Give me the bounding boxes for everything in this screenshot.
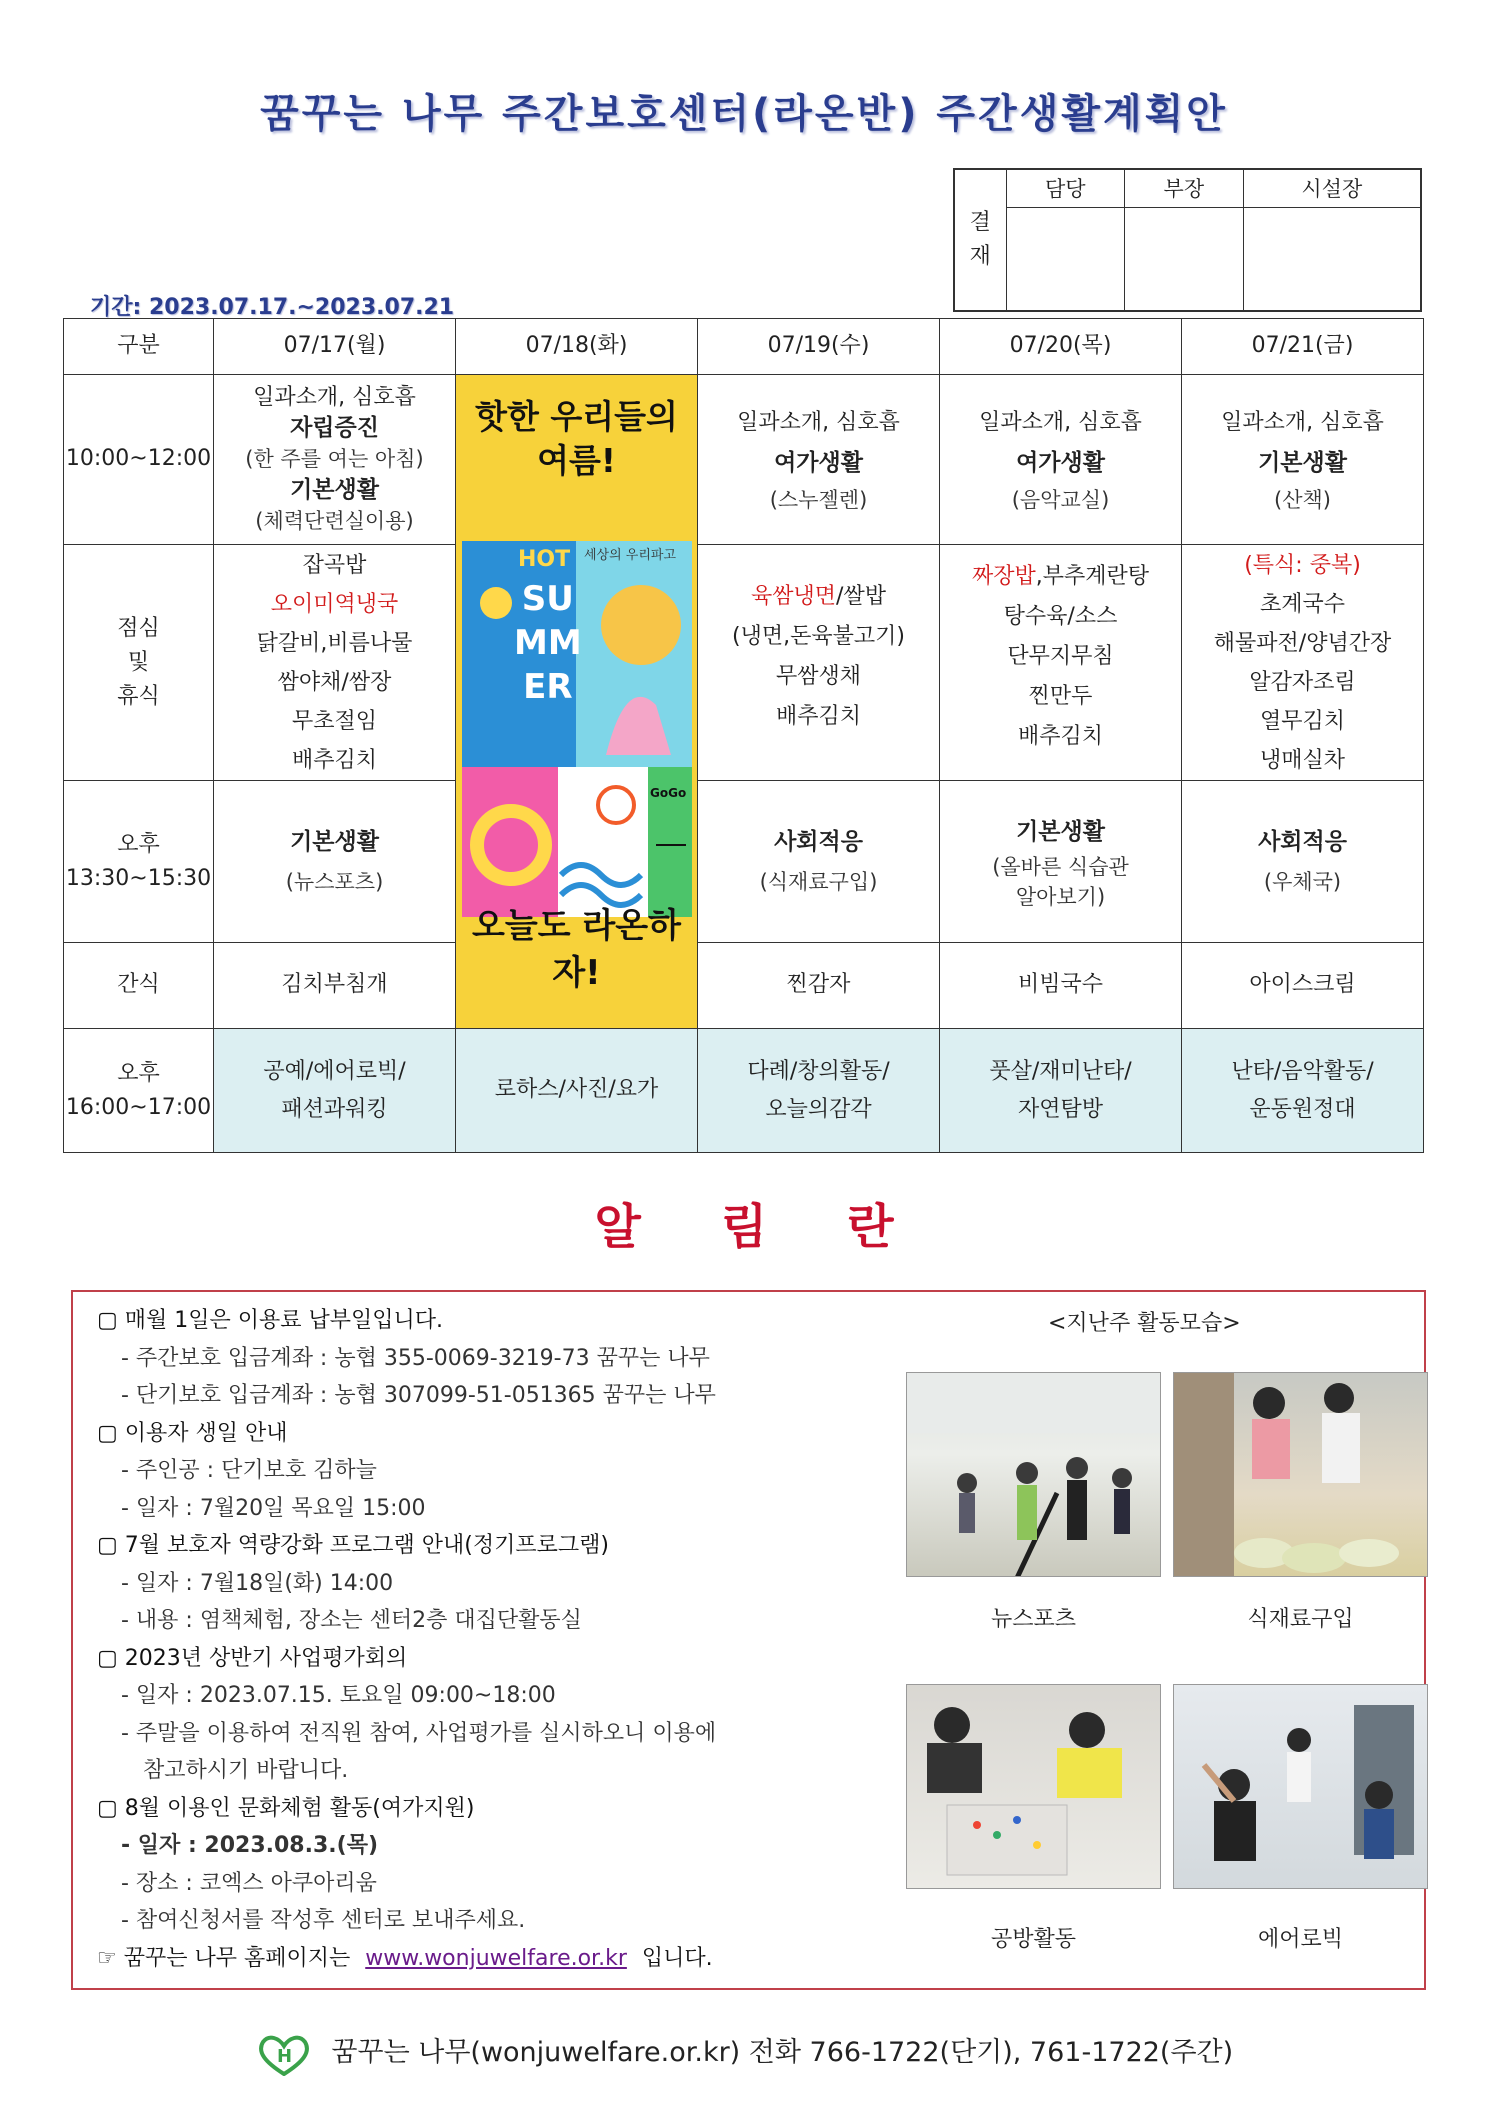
evening-thu — [940, 1029, 1182, 1153]
notice-line: - 일자 : 7월20일 목요일 15:00 — [121, 1495, 426, 1521]
notice-line: ▢ 7월 보호자 역량강화 프로그램 안내(정기프로그램) — [97, 1533, 609, 1558]
evening-mon — [214, 1029, 456, 1153]
photo-craft — [906, 1684, 1161, 1889]
notice-line: ▢ 이용자 생일 안내 — [97, 1420, 288, 1446]
evening-wed-line: 다례/창의활동/ — [747, 1058, 890, 1084]
lunch-mon-item: 오이미역냉국 — [270, 591, 399, 617]
lunch-thu-item: 배추김치 — [1017, 724, 1103, 749]
morning-mon-line: 기본생활 — [290, 477, 379, 503]
lunch-mon-item: 닭갈비,비름나물 — [256, 630, 413, 656]
photo-caption: 뉴스포츠 — [990, 1607, 1076, 1632]
notice-line: ▢ 매월 1일은 이용료 납부일입니다. — [97, 1308, 444, 1333]
schedule-table — [63, 318, 1424, 1153]
snack-row — [64, 943, 1424, 1029]
morning-wed-line: 일과소개, 심호흡 — [737, 409, 900, 435]
period-label: 기간: 2023.07.17.~2023.07.21 — [90, 295, 455, 320]
morning-thu — [940, 375, 1182, 545]
lunch-wed-item: (냉면,돈육불고기) — [732, 624, 905, 649]
afternoon-mon — [214, 781, 456, 943]
afternoon-wed — [698, 781, 940, 943]
notice-line: ▢ 8월 이용인 문화체험 활동(여가지원) — [97, 1795, 475, 1821]
homepage-pre: ☞ 꿈꾸는 나무 홈페이지는 — [97, 1945, 351, 1971]
morning-mon-line: 자립증진 — [290, 415, 379, 441]
notice-title-char: 알 — [594, 1199, 721, 1255]
photos-title: <지난주 활동모습> — [1048, 1311, 1241, 1336]
approval-sign-manager[interactable] — [1006, 207, 1125, 311]
morning-fri — [1182, 375, 1424, 545]
photo-craft-image — [907, 1685, 1161, 1889]
label-evening-line: 오후 — [117, 1060, 160, 1086]
lunch-thu-item: 찐만두 — [1028, 684, 1093, 709]
notice-line: - 내용 : 염책체험, 장소는 센터2층 대집단활동실 — [121, 1608, 582, 1633]
morning-thu-line: 일과소개, 심호흡 — [979, 409, 1142, 435]
approval-table — [953, 168, 1422, 312]
notice-line: - 단기보호 입금계좌 : 농협 307099-51-051365 꿈꾸는 나무 — [121, 1383, 716, 1408]
notice-title — [0, 1188, 1488, 1257]
morning-fri-line: (산책) — [1274, 487, 1331, 512]
afternoon-wed-line: 사회적응 — [774, 828, 863, 855]
lunch-wed-main — [698, 577, 939, 617]
notice-line: 참고하시기 바랍니다. — [143, 1758, 349, 1783]
poster-summer — [514, 577, 582, 709]
photo-caption: 에어로빅 — [1257, 1927, 1343, 1952]
notice-line: - 주말을 이용하여 전직원 참여, 사업평가를 실시하오니 이용에 — [121, 1720, 717, 1746]
lunch-fri-item: 해물파전/양념간장 — [1213, 630, 1392, 656]
footer — [0, 2030, 1488, 2076]
lunch-fri-item: 열무김치 — [1259, 708, 1345, 734]
lunch-wed-rice: /쌀밥 — [836, 584, 886, 609]
afternoon-thu-line: (올바른 식습관 — [992, 854, 1129, 879]
afternoon-thu-line: 알아보기) — [1015, 884, 1106, 909]
lunch-fri-item: 알감자조림 — [1249, 669, 1356, 695]
evening-wed — [698, 1029, 940, 1153]
lunch-fri-item: 초계국수 — [1259, 591, 1345, 617]
morning-wed — [698, 375, 940, 545]
label-afternoon-line: 13:30~15:30 — [65, 865, 212, 891]
evening-thu-line: 풋살/재미난타/ — [989, 1058, 1132, 1084]
header-mon: 07/17(월) — [214, 319, 456, 375]
lunch-mon — [214, 545, 456, 781]
poster-summer-line: SU — [521, 579, 574, 619]
label-lunch — [64, 545, 214, 781]
lunch-mon-item: 잡곡밥 — [302, 552, 367, 578]
poster-summer-line: ER — [523, 667, 573, 707]
notice-line: - 참여신청서를 작성후 센터로 보내주세요. — [121, 1908, 526, 1933]
notice-box — [71, 1290, 1426, 1990]
header-wed: 07/19(수) — [698, 319, 940, 375]
label-snack: 간식 — [64, 943, 214, 1029]
lunch-fri-item: 냉매실차 — [1259, 747, 1345, 773]
approval-header-director: 부장 — [1125, 169, 1244, 207]
evening-fri-line: 난타/음악활동/ — [1231, 1058, 1374, 1084]
homepage-post: 입니다. — [641, 1945, 713, 1971]
morning-mon-line: 일과소개, 심호흡 — [253, 385, 416, 410]
header-category: 구분 — [64, 319, 214, 375]
afternoon-row — [64, 781, 1424, 943]
approval-header-manager: 담당 — [1006, 169, 1125, 207]
notice-list — [97, 1302, 917, 1977]
evening-mon-line: 공예/에어로빅/ — [263, 1058, 406, 1084]
snack-fri: 아이스크림 — [1182, 943, 1424, 1029]
label-lunch-line: 및 — [127, 649, 150, 675]
snack-wed: 찐감자 — [698, 943, 940, 1029]
page-title: 꿈꾸는 나무 주간보호센터(라온반) 주간생활계획안 — [260, 91, 1228, 137]
evening-fri-line: 운동원정대 — [1249, 1096, 1356, 1122]
lunch-wed-item: 배추김치 — [775, 704, 861, 729]
afternoon-mon-line: (뉴스포츠) — [285, 869, 384, 894]
homepage-link[interactable]: www.wonjuwelfare.or.kr — [365, 1945, 627, 1971]
afternoon-fri — [1182, 781, 1424, 943]
tree-logo-icon — [255, 2032, 313, 2076]
megaphone-icon — [480, 587, 512, 619]
photo-grocery-image — [1174, 1373, 1428, 1577]
lunch-mon-item: 쌈야채/쌈장 — [277, 669, 392, 695]
approval-header-chief: 시설장 — [1243, 169, 1421, 207]
snack-thu: 비빔국수 — [940, 943, 1182, 1029]
morning-wed-line: (스누젤렌) — [769, 487, 868, 512]
approval-side-char-1: 결 — [969, 210, 991, 235]
notice-line: - 주인공 : 단기보호 김하늘 — [121, 1458, 377, 1483]
morning-thu-line: (음악교실) — [1011, 487, 1110, 512]
notice-line: - 장소 : 코엑스 아쿠아리움 — [121, 1870, 377, 1896]
morning-wed-line: 여가생활 — [774, 449, 863, 476]
notice-line: - 일자 : 7월18일(화) 14:00 — [121, 1570, 394, 1596]
lunch-mon-item: 배추김치 — [291, 747, 377, 773]
evening-tue: 로하스/사진/요가 — [456, 1029, 698, 1153]
photo-news-sports-image — [907, 1373, 1161, 1577]
label-evening-line: 16:00~17:00 — [65, 1094, 212, 1120]
morning-mon-line: (한 주를 여는 아침) — [245, 447, 424, 471]
morning-mon — [214, 375, 456, 545]
poster-tag: 세상의 우리파고 — [584, 548, 677, 563]
notice-line: - 일자 : 2023.07.15. 토요일 09:00~18:00 — [121, 1683, 556, 1708]
evening-thu-line: 자연탐방 — [1017, 1096, 1103, 1122]
photo-aerobics-image — [1174, 1685, 1428, 1889]
lunch-thu-main — [940, 557, 1181, 597]
label-lunch-line: 휴식 — [117, 683, 160, 709]
approval-sign-chief[interactable] — [1243, 207, 1421, 311]
morning-row — [64, 375, 1424, 545]
approval-side-char-2: 재 — [969, 244, 991, 269]
summer-poster — [456, 375, 698, 1029]
lunch-wed — [698, 545, 940, 781]
lunch-thu — [940, 545, 1182, 781]
lunch-fri — [1182, 545, 1424, 781]
lunch-row — [64, 545, 1424, 781]
afternoon-thu — [940, 781, 1182, 943]
notice-line: ▢ 2023년 상반기 사업평가회의 — [97, 1645, 408, 1671]
lunch-thu-item: 단무지무침 — [1007, 644, 1114, 669]
approval-side-label — [954, 169, 1006, 311]
label-lunch-line: 점심 — [117, 615, 160, 641]
lunch-thu-item: 탕수육/소스 — [1003, 604, 1118, 629]
homepage-line — [97, 1940, 917, 1978]
umbrella-icon — [601, 585, 681, 665]
label-evening — [64, 1029, 214, 1153]
approval-sign-director[interactable] — [1125, 207, 1244, 311]
poster-footer-slogan: 오늘도 라온하자! — [472, 905, 681, 994]
lunch-thu-soup: ,부추계란탕 — [1035, 564, 1150, 589]
poster-headline: 핫한 우리들의 여름! — [475, 397, 678, 480]
afternoon-wed-line: (식재료구입) — [759, 869, 878, 894]
afternoon-fri-line: 사회적응 — [1258, 828, 1347, 855]
lunch-wed-highlight: 육쌈냉면 — [751, 584, 837, 609]
evening-fri — [1182, 1029, 1424, 1153]
notice-title-char: 란 — [847, 1199, 974, 1255]
notice-line: - 일자 : 2023.08.3.(목) — [121, 1833, 378, 1858]
poster-hot: HOT — [518, 547, 571, 572]
lunch-thu-highlight: 짜장밥 — [971, 564, 1036, 589]
notice-title-char: 림 — [720, 1199, 848, 1255]
header-fri: 07/21(금) — [1182, 319, 1424, 375]
photo-grocery — [1173, 1372, 1428, 1577]
evening-mon-line: 패션과워킹 — [281, 1096, 388, 1122]
label-afternoon — [64, 781, 214, 943]
photo-caption: 식재료구입 — [1247, 1607, 1354, 1632]
header-tue: 07/18(화) — [456, 319, 698, 375]
notice-line: - 주간보호 입금계좌 : 농협 355-0069-3219-73 꿈꾸는 나무 — [121, 1345, 710, 1371]
afternoon-thu-line: 기본생활 — [1016, 818, 1105, 845]
label-morning: 10:00~12:00 — [64, 375, 214, 545]
footer-text: 꿈꾸는 나무(wonjuwelfare.or.kr) 전화 766-1722(단기), 761-1722(주간) — [331, 2037, 1234, 2068]
afternoon-mon-line: 기본생활 — [290, 828, 379, 855]
svg-text:H: H — [276, 2045, 292, 2067]
label-afternoon-line: 오후 — [117, 831, 160, 857]
evening-wed-line: 오늘의감각 — [765, 1096, 872, 1122]
lunch-wed-item: 무쌈생채 — [775, 664, 861, 689]
afternoon-fri-line: (우체국) — [1263, 869, 1342, 894]
photo-news-sports — [906, 1372, 1161, 1577]
lunch-mon-item: 무초절임 — [291, 708, 377, 734]
morning-fri-line: 기본생활 — [1258, 449, 1347, 476]
photo-aerobics — [1173, 1684, 1428, 1889]
morning-mon-line: (체력단련실이용) — [255, 509, 414, 533]
photo-caption: 공방활동 — [990, 1927, 1076, 1952]
schedule-header-row — [64, 319, 1424, 375]
header-thu: 07/20(목) — [940, 319, 1182, 375]
morning-thu-line: 여가생활 — [1016, 449, 1105, 476]
evening-row — [64, 1029, 1424, 1153]
lunch-fri-special: (특식: 중복) — [1244, 552, 1361, 578]
poster-gogo: GoGo — [650, 786, 687, 800]
snack-mon: 김치부침개 — [214, 943, 456, 1029]
poster-summer-line: MM — [514, 623, 582, 663]
morning-fri-line: 일과소개, 심호흡 — [1221, 409, 1384, 435]
